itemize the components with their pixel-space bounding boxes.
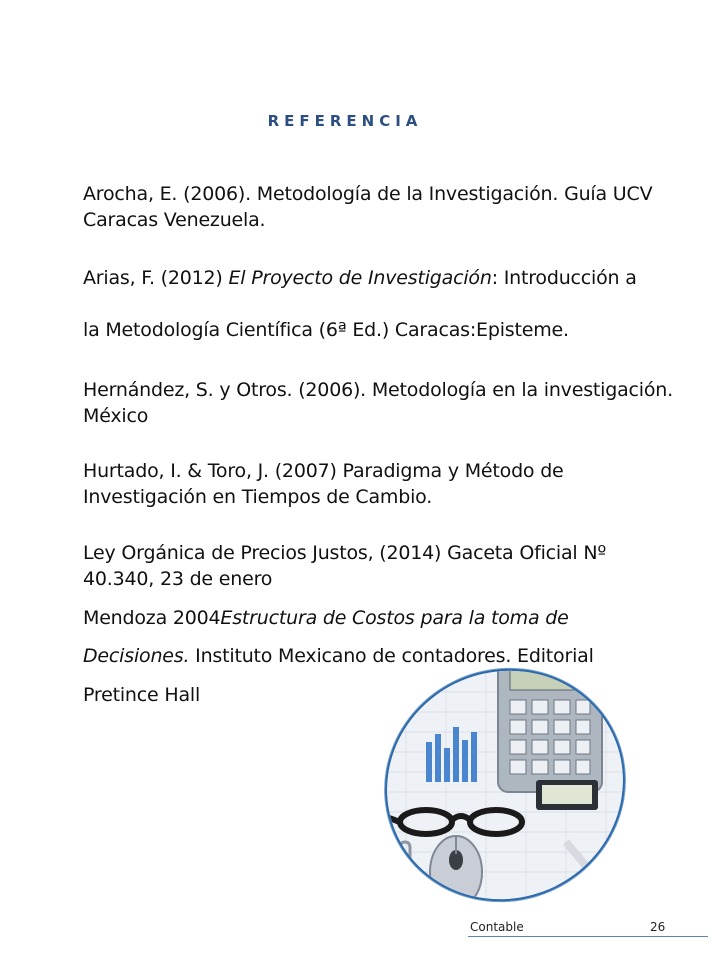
section-heading: REFERENCIA: [267, 112, 423, 130]
computer-mouse-icon: [430, 836, 482, 908]
reference-arias: [83, 265, 673, 291]
reference-mendoza: [83, 605, 673, 631]
page-footer: [468, 918, 708, 937]
reference-mendoza-publisher: Instituto Mexicano de contadores. Editorial: [189, 645, 594, 667]
page-number: 26: [650, 920, 666, 934]
calculator-icon: [498, 652, 602, 810]
reference-mendoza-title: Estructura de Costos para la toma de: [220, 607, 569, 629]
office-desk-photo: [349, 631, 662, 938]
footer-label: Contable: [470, 920, 524, 934]
reference-ley-organica: Ley Orgánica de Precios Justos, (2014) Gaceta Oficial Nº 40.340, 23 de enero: [83, 542, 607, 590]
reference-arocha: Arocha, E. (2006). Metodología de la Investigación. Guía UCV Caracas Venezuela.: [83, 183, 653, 231]
reference-mendoza-publisher-end: Pretince Hall: [83, 684, 201, 706]
desk-illustration: [349, 631, 662, 938]
reference-arias-continued: la Metodología Científica (6ª Ed.) Caracas:Episteme.: [83, 319, 569, 341]
reference-hernandez: Hernández, S. y Otros. (2006). Metodología en la investigación. México: [83, 379, 673, 427]
reference-mendoza-title-end: Decisiones.: [83, 645, 190, 667]
reference-arias-subtitle: : Introducción a: [491, 267, 637, 289]
reference-arias-title: El Proyecto de Investigación: [228, 267, 492, 289]
reference-mendoza-author: Mendoza 2004: [83, 607, 221, 629]
reference-arias-author: Arias, F. (2012): [83, 267, 229, 289]
reference-hurtado: Hurtado, I. & Toro, J. (2007) Paradigma y Método de Investigación en Tiempos de Cambio.: [83, 460, 564, 508]
reference-mendoza-continued: [83, 643, 673, 669]
